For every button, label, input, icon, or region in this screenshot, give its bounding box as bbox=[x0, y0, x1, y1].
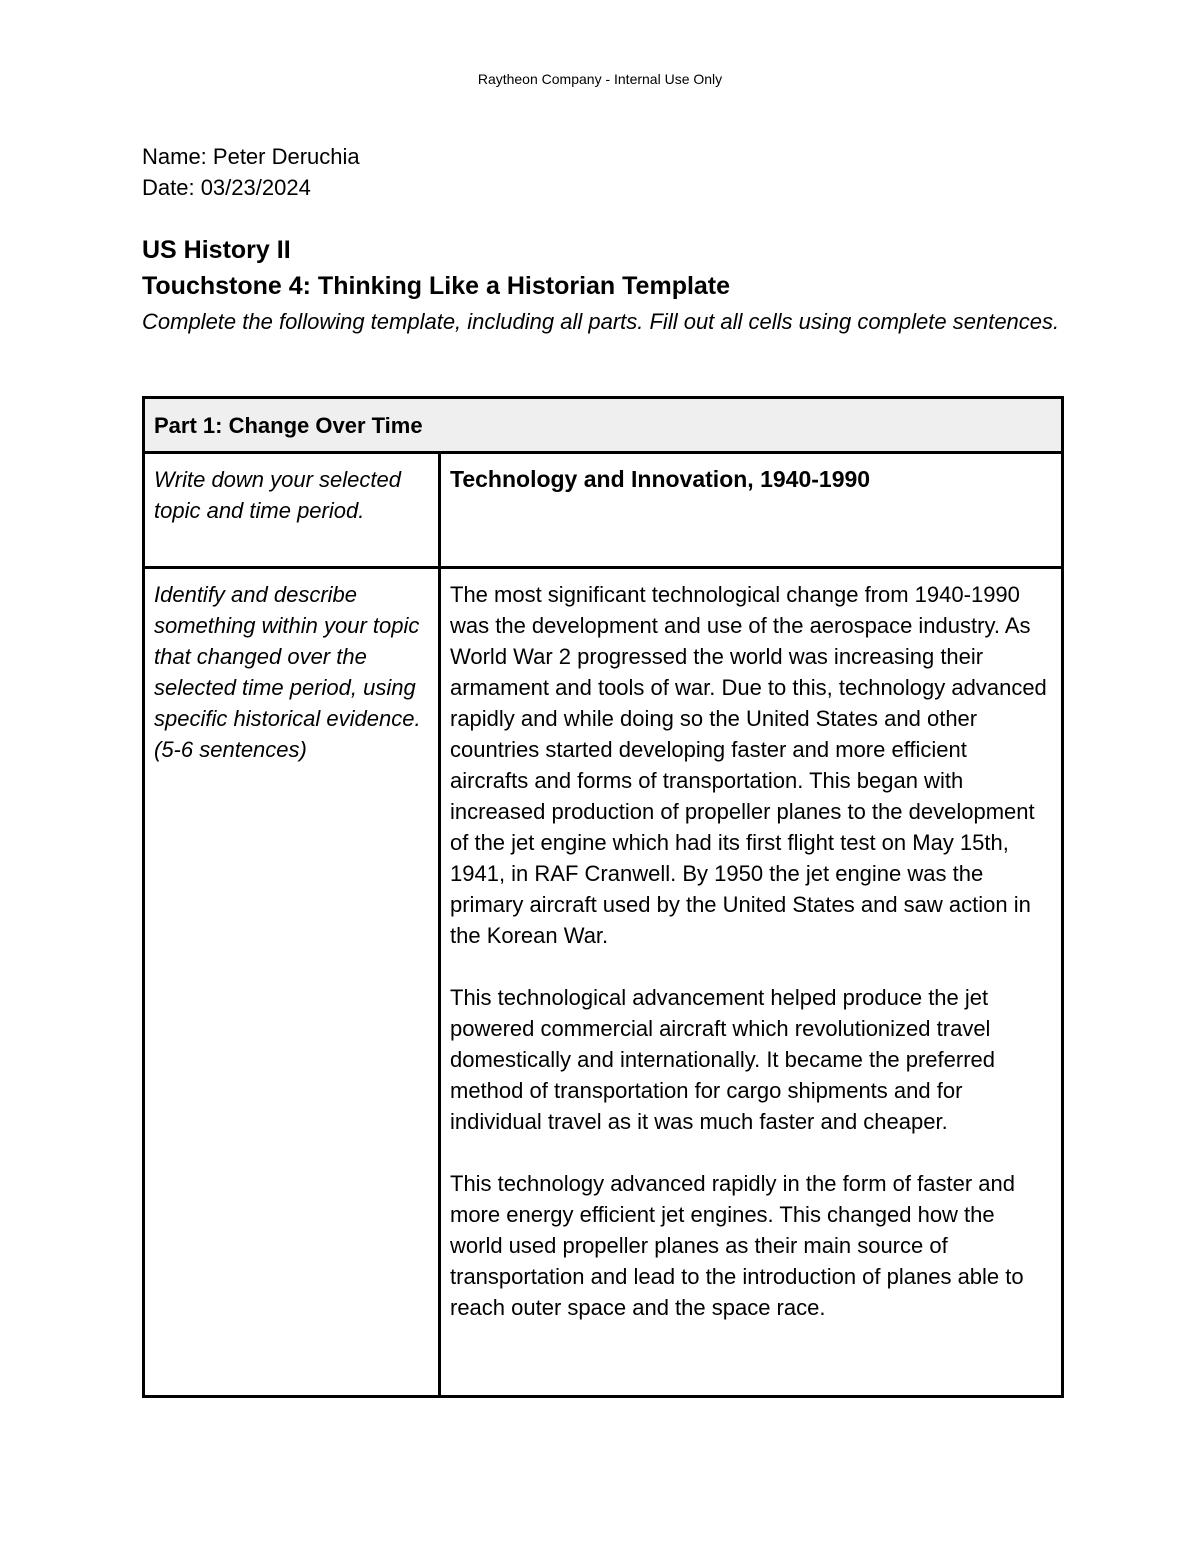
table-row bbox=[144, 568, 1063, 1397]
answer-paragraph: This technological advancement helped produce the jet powered commercial aircraft which revolutionized travel domestically and internationally. It became the preferred method of transportation for cargo shipments and for individual travel as it was much faster and cheaper. bbox=[450, 985, 995, 1134]
template-table bbox=[142, 396, 1064, 1398]
table-row bbox=[144, 453, 1063, 568]
prompt-cell-change: Identify and describe something within your topic that changed over the selected time period, using specific historical evidence. (5-6 sentences) bbox=[144, 568, 440, 1397]
name-line: Name: Peter Deruchia bbox=[142, 144, 360, 169]
answer-cell-change bbox=[440, 568, 1063, 1397]
part-header-row bbox=[144, 398, 1063, 453]
instructions-text: Complete the following template, including all parts. Fill out all cells using complete sentences. bbox=[142, 309, 1060, 334]
page-header-classification: Raytheon Company - Internal Use Only bbox=[477, 71, 723, 87]
assignment-title: Touchstone 4: Thinking Like a Historian Template bbox=[142, 272, 731, 300]
part-header-cell: Part 1: Change Over Time bbox=[144, 398, 1063, 453]
answer-paragraph: The most significant technological change from 1940-1990 was the development and use of the aerospace industry. As World War 2 progressed the world was increasing their armament and tools of war. Due to this, technology advanced rapidly and while doing so the United States and other countries started developing faster and more efficient aircrafts and forms of transportation. This began with increased production of propeller planes to the development of the jet engine which had its first flight test on May 15th, 1941, in RAF Cranwell. By 1950 the jet engine was the primary aircraft used by the United States and saw action in the Korean War. bbox=[450, 582, 1047, 948]
student-meta bbox=[142, 141, 360, 203]
title-block bbox=[142, 232, 1062, 337]
answer-cell-topic: Technology and Innovation, 1940-1990 bbox=[440, 453, 1063, 568]
date-line: Date: 03/23/2024 bbox=[142, 175, 311, 200]
prompt-cell-topic: Write down your selected topic and time period. bbox=[144, 453, 440, 568]
course-title: US History II bbox=[142, 236, 291, 264]
answer-paragraph: This technology advanced rapidly in the form of faster and more energy efficient jet engines. This changed how the world used propeller planes as their main source of transportation and lead to the introduction of planes able to reach outer space and the space race. bbox=[450, 1171, 1024, 1320]
